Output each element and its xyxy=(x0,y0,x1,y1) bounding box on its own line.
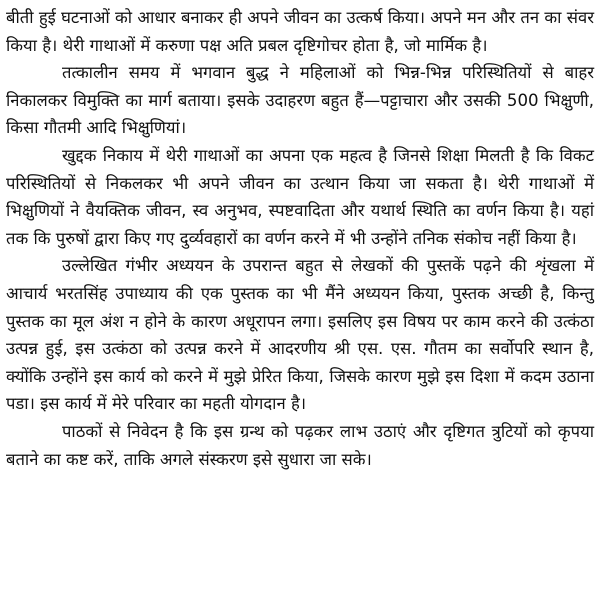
paragraph-2: तत्कालीन समय में भगवान बुद्ध ने महिलाओं को भिन्न-भिन्न परिस्थितियों से बाहर निकालकर विमुक्ति का मार्ग बताया। इसके उदाहरण बहुत हैं—पट्टाचारा और उसकी 500 भिक्षुणी, किसा गौतमी आदि भिक्षुणियां। xyxy=(6,63,594,138)
paragraph-3: खुद्दक निकाय में थेरी गाथाओं का अपना एक महत्व है जिनसे शिक्षा मिलती है कि विकट परिस्थितियों से निकलकर भी अपने जीवन का उत्थान किया जा सकता है। थेरी गाथाओं में भिक्षुणियों ने वैयक्तिक जीवन, स्व अनुभव, स्पष्टवादिता और यथार्थ स्थिति का वर्णन किया है। यहां तक कि पुरुषों द्वारा किए गए दुर्व्यवहारों का वर्णन करने में भी उन्होंने तनिक संकोच नहीं किया है। xyxy=(6,145,594,248)
paragraph-5: पाठकों से निवेदन है कि इस ग्रन्थ को पढ़कर लाभ उठाएं और दृष्टिगत त्रुटियों को कृपया बताने का कष्ट करें, ताकि अगले संस्करण इसे सुधारा जा सके। xyxy=(6,421,594,469)
paragraph-4: उल्लेखित गंभीर अध्ययन के उपरान्त बहुत से लेखकों की पुस्तकें पढ़ने की शृंखला में आचार्य भरतसिंह उपाध्याय की एक पुस्तक का भी मैंने अध्ययन किया, पुस्तक अच्छी है, किन्तु पुस्तक का मूल अंश न होने के कारण अधूरापन लगा। इसलिए इस विषय पर काम करने की उत्कंठा उत्पन्न हुई, इस उत्कंठा को उत्पन्न करने में आदरणीय श्री एस. एस. गौतम का सर्वोपरि स्थान है, क्योंकि उन्होंने इस कार्य को करने में मुझे प्रेरित किया, जिसके कारण मुझे इस दिशा में कदम उठाना पडा। इस कार्य में मेरे परिवार का महती योगदान है। xyxy=(6,256,594,414)
paragraph-1: बीती हुई घटनाओं को आधार बनाकर ही अपने जीवन का उत्कर्ष किया। अपने मन और तन का संवर किया है। थेरी गाथाओं में करुणा पक्ष अति प्रबल दृष्टिगोचर होता है, जो मार्मिक है। xyxy=(6,8,594,55)
